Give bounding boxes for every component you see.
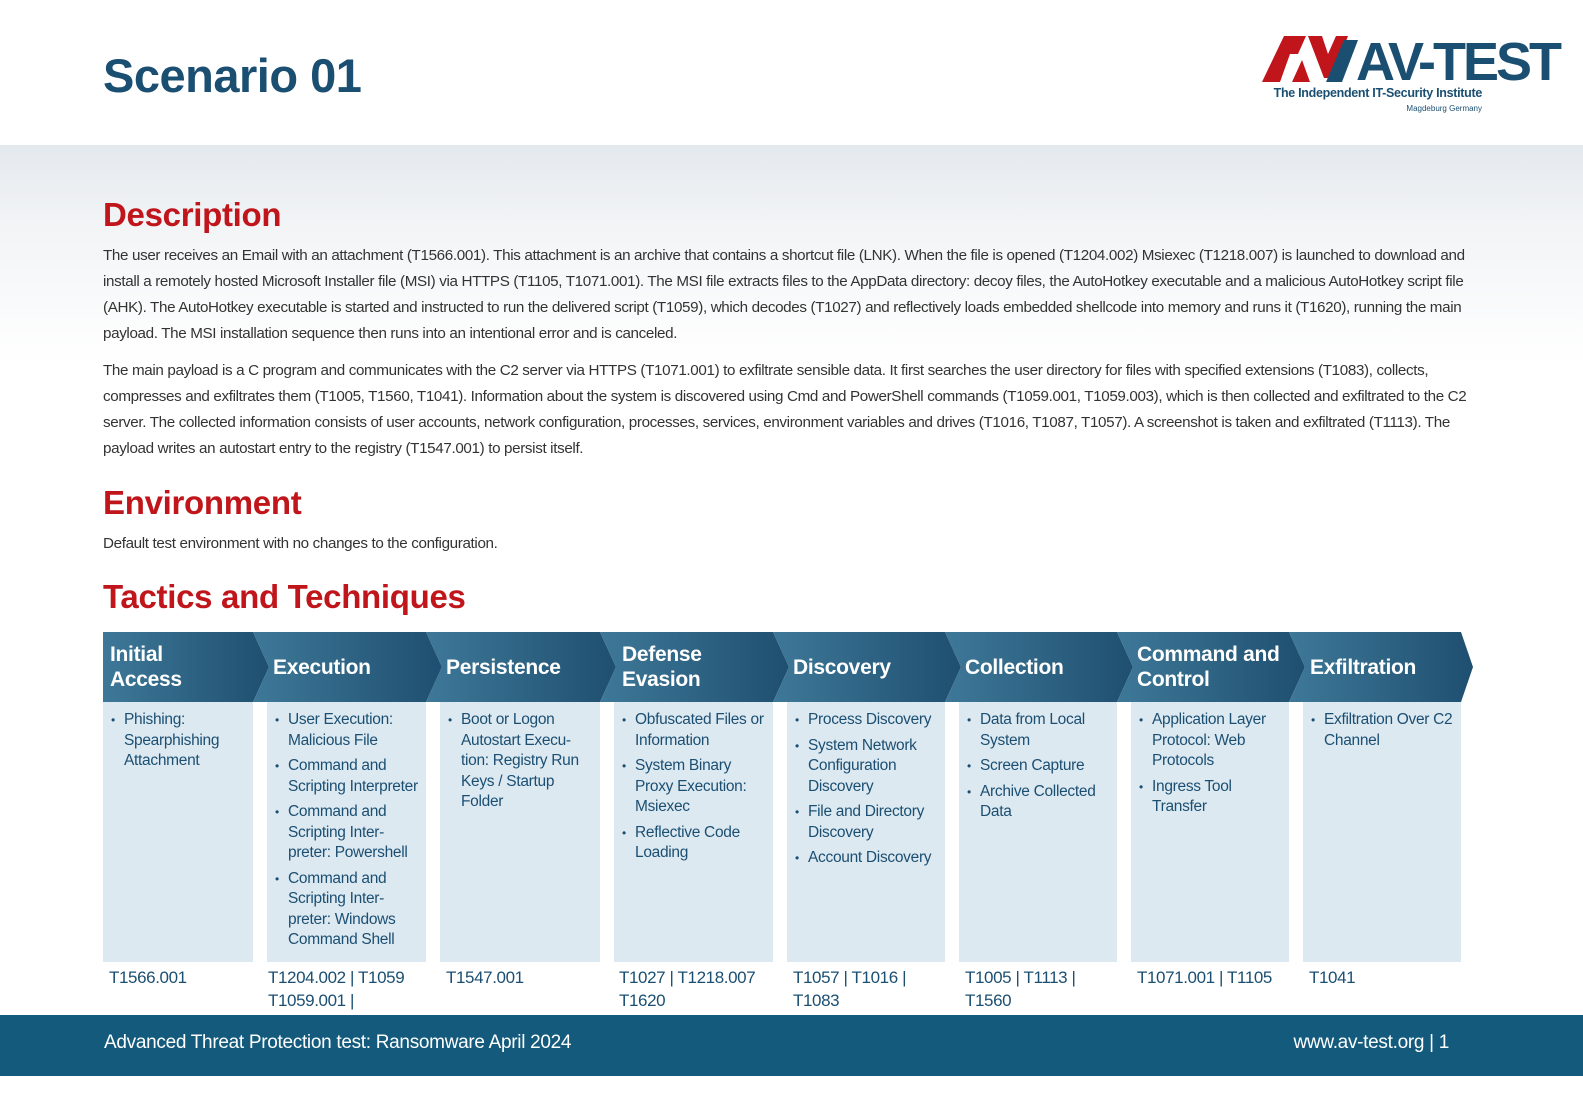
tactic-techniques bbox=[267, 702, 426, 962]
page-header bbox=[0, 0, 1583, 145]
tactic-header: Exfiltration bbox=[1310, 655, 1417, 679]
technique-item: • Ingress Tool Transfer bbox=[1139, 777, 1283, 818]
tactics-table bbox=[103, 632, 1489, 1017]
technique-item: • File and Directory Discovery bbox=[795, 802, 939, 843]
tactic-header: Discovery bbox=[793, 655, 891, 679]
tactic-techniques bbox=[103, 702, 253, 962]
technique-item: • Exfiltration Over C2 Channel bbox=[1311, 710, 1455, 751]
logo-location: Magdeburg Germany bbox=[1406, 104, 1482, 113]
av-test-logo bbox=[1262, 32, 1560, 116]
tactic-column-execution bbox=[253, 632, 426, 1017]
tactic-column-persistence bbox=[426, 632, 600, 1017]
tactic-techniques bbox=[614, 702, 773, 962]
av-test-logo-mark bbox=[1262, 32, 1560, 92]
technique-item: • User Execution: Malicious File bbox=[275, 710, 424, 751]
technique-item: • Phishing: Spearphishing Attachment bbox=[111, 710, 247, 772]
tactic-column-initial-access bbox=[103, 632, 253, 1017]
technique-item: • Obfuscated Files or Information bbox=[622, 710, 767, 751]
technique-item: • System Binary Proxy Execution: Msiexec bbox=[622, 756, 767, 818]
description-paragraph-1: The user receives an Email with an attachment (T1566.001). This attachment is an archive that contains a shortcut file (LNK). When the file is opened (T1204.002) Msiexec (T1218.007) is launched to download and install a remotely hosted Microsoft Installer file (MSI) via HTTPS (T1105, T1071.001). The MSI file extracts files to the AppData directory: decoy files, the AutoHotkey executable and a malicious AutoHotkey script file (AHK). The AutoHotkey executable is started and instructed to run the delivered script (T1059), which decodes (T1027) and reflectively loads embedded shellcode into memory and runs it (T1620), running the main payload. The MSI installation sequence then runs into an intentional error and is canceled. bbox=[103, 247, 1465, 342]
page-footer bbox=[0, 1015, 1583, 1076]
technique-ids: T1027 | T1218.007 T1620 bbox=[619, 968, 756, 1010]
footer-page-link[interactable]: www.av-test.org | 1 bbox=[1293, 1032, 1449, 1053]
footer-report-title: Advanced Threat Protection test: Ransomware April 2024 bbox=[104, 1032, 572, 1053]
environment-text: Default test environment with no changes to the configuration. bbox=[103, 535, 498, 552]
technique-ids: T1547.001 bbox=[446, 968, 524, 987]
tactic-techniques bbox=[787, 702, 945, 962]
tactic-techniques bbox=[1131, 702, 1289, 962]
tactic-column-command-and-control bbox=[1117, 632, 1289, 1017]
tactic-header: Collection bbox=[965, 655, 1064, 679]
technique-item: • Boot or Logon Autostart Execu-tion: Registry Run Keys / Startup Folder bbox=[448, 710, 594, 813]
tactic-header: Persistence bbox=[446, 655, 561, 679]
tactic-techniques bbox=[959, 702, 1117, 962]
tactic-column-collection bbox=[945, 632, 1117, 1017]
environment-heading: Environment bbox=[103, 484, 302, 521]
logo-tagline: The Independent IT-Security Institute bbox=[1273, 86, 1482, 100]
tactic-header: Initial Access bbox=[110, 643, 182, 691]
technique-item: • Command and Scripting Inter-preter: Powershell bbox=[275, 802, 424, 864]
technique-item: • System Network Configuration Discovery bbox=[795, 736, 939, 798]
tactic-techniques bbox=[1303, 702, 1461, 962]
tactic-column-exfiltration bbox=[1289, 632, 1461, 1017]
tactic-header: Command and Control bbox=[1137, 643, 1280, 691]
tactic-techniques bbox=[440, 702, 600, 962]
technique-ids: T1041 bbox=[1309, 968, 1356, 987]
technique-ids: T1566.001 bbox=[109, 968, 187, 987]
technique-ids: T1204.002 | T1059 T1059.001 | bbox=[268, 968, 405, 1010]
technique-item: • Process Discovery bbox=[795, 710, 939, 731]
page-title: Scenario 01 bbox=[103, 49, 362, 102]
technique-item: • Command and Scripting Inter-preter: Windows Command Shell bbox=[275, 869, 424, 951]
technique-item: • Reflective Code Loading bbox=[622, 823, 767, 864]
technique-ids: T1071.001 | T1105 bbox=[1137, 968, 1272, 987]
tactic-column-discovery bbox=[773, 632, 945, 1017]
technique-item: • Command and Scripting Interpreter bbox=[275, 756, 424, 797]
tactics-heading: Tactics and Techniques bbox=[103, 578, 466, 615]
logo-wordmark: AV-TEST bbox=[1356, 32, 1560, 92]
technique-item: • Account Discovery bbox=[795, 848, 939, 869]
description-heading: Description bbox=[103, 196, 282, 233]
tactic-header: Execution bbox=[273, 655, 371, 679]
description-paragraph-2: The main payload is a C program and communicates with the C2 server via HTTPS (T1071.001) to exfiltrate sensible data. It first searches the user directory for files with specified extensions (T1083), collects, compresses and exfiltrates them (T1005, T1560, T1041). Information about the system is discovered using Cmd and PowerShell commands (T1059.001, T1059.003), which is then collected and exfiltrated to the C2 server. The collected information consists of user accounts, network configuration, processes, services, environment variables and drives (T1016, T1087, T1057). A screenshot is taken and exfiltrated (T1113). The payload writes an autostart entry to the registry (T1547.001) to persist itself. bbox=[103, 362, 1467, 457]
technique-ids: T1005 | T1113 | T1560 bbox=[965, 968, 1076, 1010]
technique-item: • Screen Capture bbox=[967, 756, 1111, 777]
technique-item: • Application Layer Protocol: Web Protocols bbox=[1139, 710, 1283, 772]
tactic-column-defense-evasion bbox=[600, 632, 773, 1017]
technique-item: • Archive Collected Data bbox=[967, 782, 1111, 823]
technique-ids: T1057 | T1016 | T1083 bbox=[793, 968, 907, 1010]
tactic-header: Defense Evasion bbox=[622, 643, 702, 691]
technique-item: • Data from Local System bbox=[967, 710, 1111, 751]
